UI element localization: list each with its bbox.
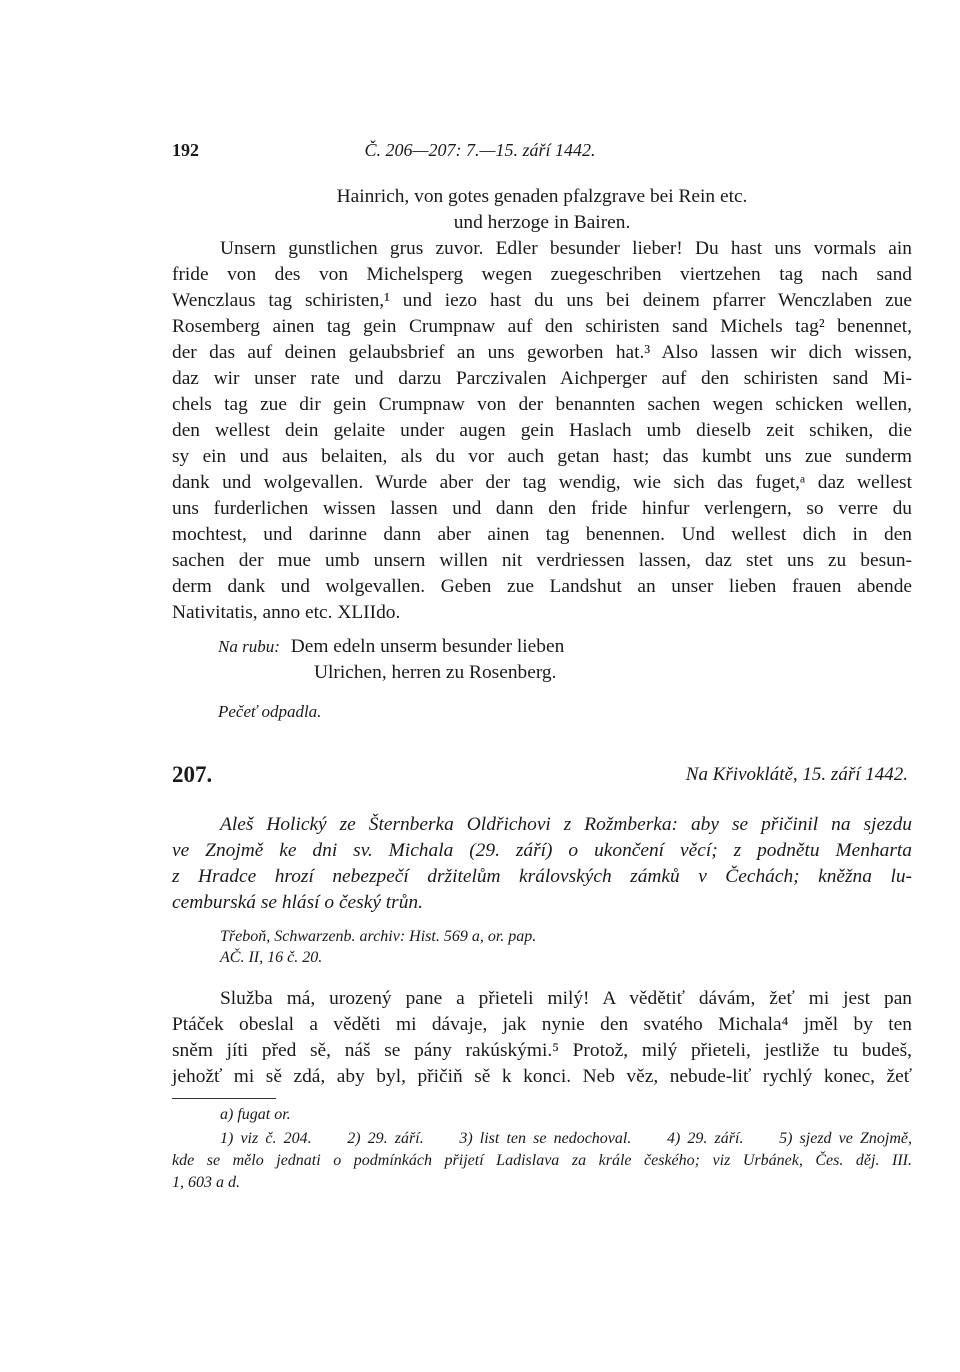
letter-line: sněm jíti před sě, náš se pány rakúskými.⁵ Protož, milý přieteli, jestliže tu budeš, — [172, 1040, 912, 1061]
footnotes — [172, 1104, 912, 1194]
seal-note: Pečeť odpadla. — [218, 702, 322, 721]
page-number: 192 — [172, 140, 199, 160]
regest-line: cemburská se hlásí o český trůn. — [172, 892, 423, 913]
letter-line: chels tag zue dir gein Crumpnaw von der benannten sachen wegen schicken wellen, — [172, 394, 912, 415]
document-place-date: Na Křivoklátě, 15. září 1442. — [685, 764, 908, 785]
address-label: Na rubu: — [218, 637, 280, 656]
letter-line: derm dank und wolgevallen. Geben zue Landshut an unser lieben frauen abende — [172, 576, 912, 597]
letter-line: uns furderlichen wissen lassen und dann den fride hinfur verlengern, so verre du — [172, 498, 912, 519]
running-title: Č. 206—207: 7.—15. září 1442. — [364, 140, 596, 160]
letter-line: Služba má, urozený pane a přieteli milý! A vědětiť dávám, žeť mi jest pan — [220, 988, 912, 1009]
letter-line: sachen der mue umb unsern willen nit verdriessen lassen, daz stet uns zu besun- — [172, 550, 912, 571]
regest — [172, 812, 912, 916]
letter-line: Wenczlaus tag schiristen,¹ und iezo hast du uns bei deinem pfarrer Wenczlaben zue — [172, 290, 912, 311]
salutation-line-1: Hainrich, von gotes genaden pfalzgrave bei Rein etc. — [336, 186, 748, 207]
footnote-line: 1) viz č. 204. 2) 29. září. 3) list ten se nedochoval. 4) 29. září. 5) sjezd ve Znojmě, — [220, 1130, 912, 1147]
regest-line: Aleš Holický ze Šternberka Oldřichovi z Rožmberka: aby se přičinil na sjezdu — [220, 814, 912, 835]
letter-line: Nativitatis, anno etc. XLIIdo. — [172, 602, 401, 623]
letter-line: sy ein und aus belaiten, als du vor auch getan hast; das kumbt uns zue sunderm — [172, 446, 912, 467]
letter-line: daz wir unser rate und darzu Parczivalen Aichperger auf den schiristen sand Mi- — [172, 368, 912, 389]
letter-206 — [172, 184, 912, 626]
salutation-line-2: und herzoge in Bairen. — [453, 212, 631, 233]
letter-line: Rosemberg ainen tag gein Crumpnaw auf den schiristen sand Michels tag² benennet, — [172, 316, 912, 337]
letter-line: Ptáček obeslal a věděti mi dávaje, jak nynie den svatého Michala⁴ jměl by ten — [172, 1014, 912, 1035]
variant-note: a) fugat or. — [220, 1106, 291, 1123]
letter-line: jehožť mi sě zdá, aby byl, přičiň sě k konci. Neb věz, nebude-liť rychlý konec, žeť — [172, 1066, 912, 1087]
source-line-2: AČ. II, 16 č. 20. — [220, 949, 323, 966]
letter-line: mochtest, und darinne dann aber ainen tag benennen. Und wellest dich in den — [172, 524, 912, 545]
letter-line: den wellest dein gelaite under augen gein Haslach umb dieselb zeit schiken, die — [172, 420, 912, 441]
source-line-1: Třeboň, Schwarzenb. archiv: Hist. 569 a, or. pap. — [220, 928, 537, 945]
address-block — [172, 634, 912, 686]
footnote-line: kde se mělo jednati o podmínkách přijetí Ladislava za krále českého; viz Urbánek, Čes. děj. III. — [172, 1152, 912, 1169]
letter-line: der das auf deinen gelaubsbrief an uns geworben hat.³ Also lassen wir dich wissen, — [172, 342, 912, 363]
letter-line: dank und wolgevallen. Wurde aber der tag wendig, wie sich das fuget,ᵃ daz wellest — [172, 472, 912, 493]
address-line-2: Ulrichen, herren zu Rosenberg. — [314, 662, 557, 683]
letter-line: Unsern gunstlichen grus zuvor. Edler besunder lieber! Du hast uns vormals ain — [220, 238, 912, 259]
source-block — [172, 926, 912, 968]
document-number: 207. — [172, 762, 213, 787]
regest-line: ve Znojmě ke dni sv. Michala (29. září) o ukončení věcí; z podnětu Menharta — [172, 840, 912, 861]
letter-line: fride von des von Michelsperg wegen zuegeschriben viertzehen tag nach sand — [172, 264, 912, 285]
regest-line: z Hradce hrozí nebezpečí držitelům královských zámků v Čechách; kněžna lu- — [172, 866, 912, 887]
footnote-line: 1, 603 a d. — [172, 1174, 240, 1191]
letter-207 — [172, 986, 912, 1090]
address-line-1: Dem edeln unserm besunder lieben — [290, 636, 565, 657]
footnote-divider — [172, 1098, 276, 1099]
